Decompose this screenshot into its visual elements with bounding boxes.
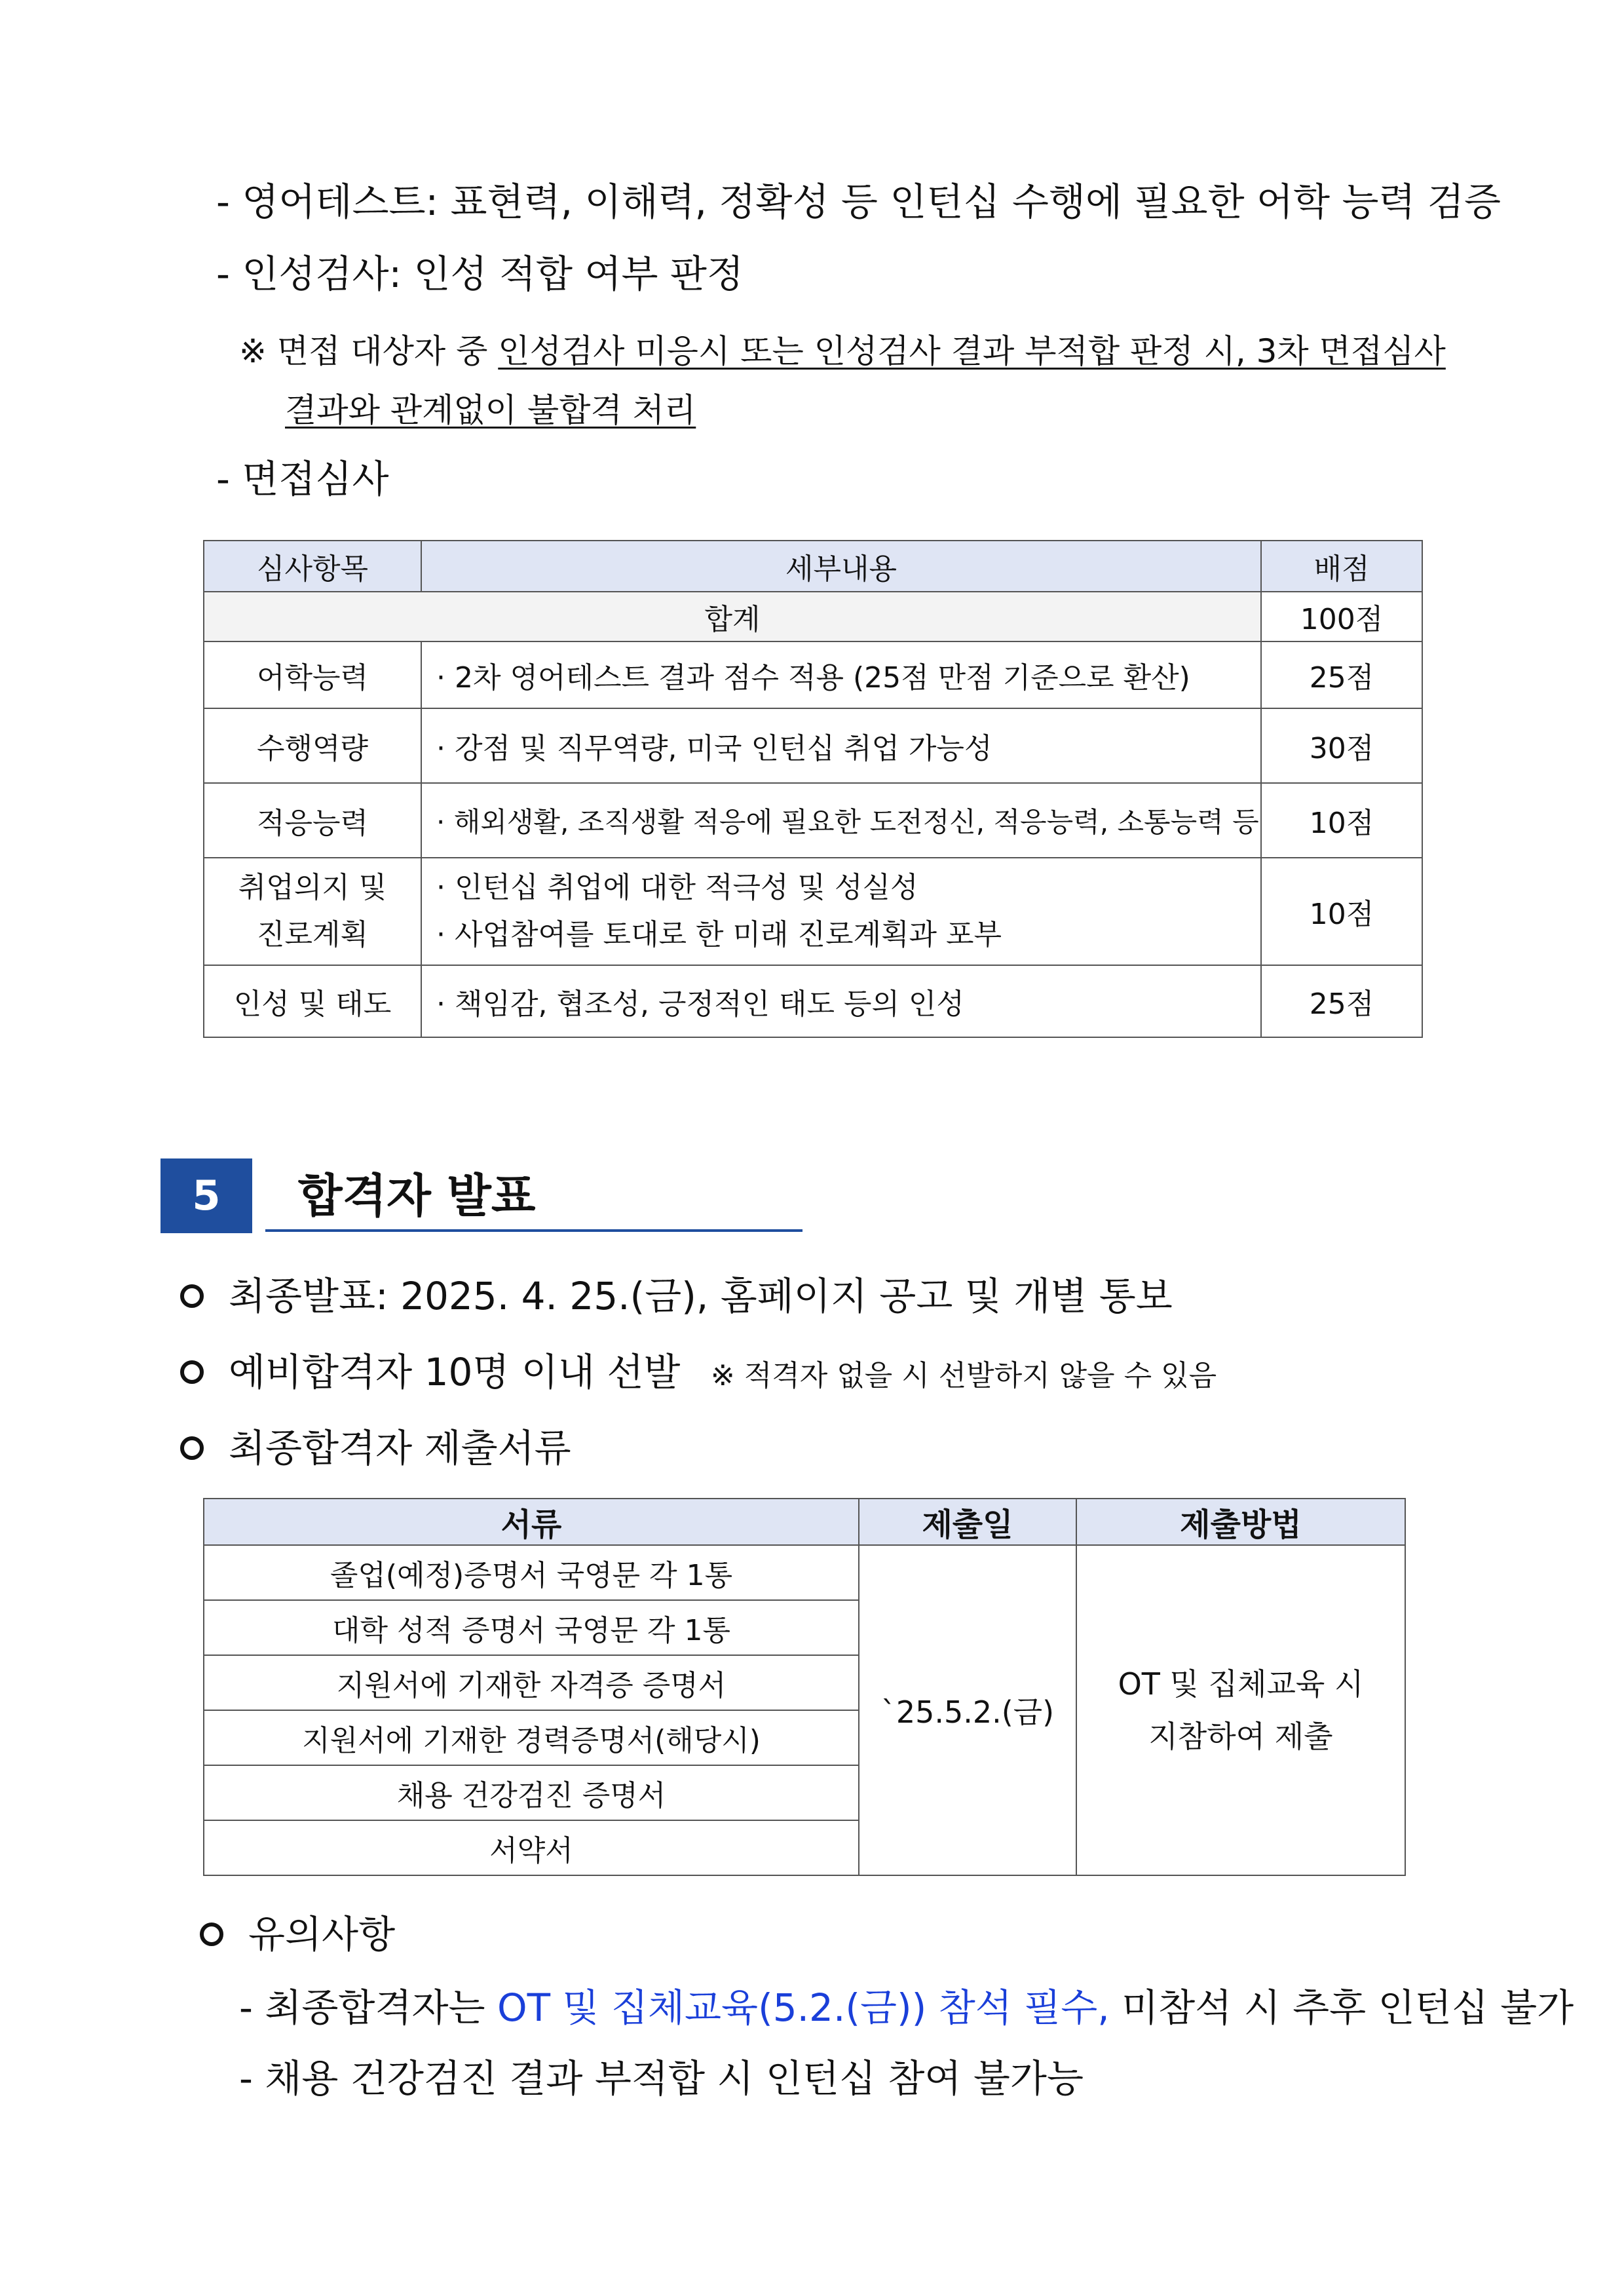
circle-bullet-icon: [180, 1360, 204, 1384]
note-underlined-2: 결과와 관계없이 불합격 처리: [285, 391, 696, 429]
row-item-line2: 진로계획: [256, 918, 368, 951]
total-score: 100점: [1261, 592, 1422, 641]
section-number-badge: 5: [161, 1158, 252, 1233]
required-documents-text: 최종합격자 제출서류: [229, 1426, 571, 1470]
notes-line-1-highlight: OT 및 집체교육(5.2.(금)) 참석 필수,: [497, 1985, 1110, 2030]
row-detail: · 해외생활, 조직생활 적응에 필요한 도전정신, 적응능력, 소통능력 등: [421, 783, 1261, 858]
row-detail: · 강점 및 직무역량, 미국 인턴십 취업 가능성: [421, 708, 1261, 783]
section-title: 합격자 발표: [298, 1169, 536, 1223]
table-row: [204, 708, 1422, 783]
table-row: [204, 1545, 1405, 1600]
reserve-note: ※ 적격자 없을 시 선발하지 않을 수 있음: [710, 1359, 1217, 1392]
notes-title: 유의사항: [248, 1912, 396, 1957]
note-underlined-1: 인성검사 미응시 또는 인성검사 결과 부적합 판정 시, 3차 면접심사: [498, 332, 1446, 370]
row-detail-line2: · 사업참여를 토대로 한 미래 진로계획과 포부: [436, 918, 1002, 951]
final-announcement-item: [180, 1272, 1173, 1320]
reserve-selection-item: [180, 1349, 1217, 1400]
interview-heading: - 면접심사: [216, 457, 389, 501]
section-title-underline: [265, 1229, 803, 1232]
document-name: 졸업(예정)증명서 국영문 각 1통: [204, 1545, 859, 1600]
row-item: 어학능력: [204, 641, 421, 708]
required-documents-item: [180, 1425, 571, 1472]
disqualification-note: [239, 328, 1446, 375]
row-score: 25점: [1261, 641, 1422, 708]
document-name: 대학 성적 증명서 국영문 각 1통: [204, 1600, 859, 1655]
submit-method-line1: OT 및 집체교육 시: [1118, 1666, 1364, 1702]
row-item: [204, 858, 421, 965]
header-submit-date: 제출일: [859, 1499, 1076, 1545]
row-detail: · 2차 영어테스트 결과 점수 적용 (25점 만점 기준으로 환산): [421, 641, 1261, 708]
document-name: 채용 건강검진 증명서: [204, 1765, 859, 1820]
row-score: 25점: [1261, 965, 1422, 1037]
note-prefix: ※ 면접 대상자 중: [239, 332, 499, 370]
notes-line-1: [239, 1984, 1574, 2031]
interview-score-table: [203, 540, 1423, 1038]
notes-heading: [200, 1911, 395, 1958]
header-submit-method: 제출방법: [1076, 1499, 1405, 1545]
table-row: [204, 965, 1422, 1037]
row-score: 10점: [1261, 858, 1422, 965]
personality-test-line: - 인성검사: 인성 적합 여부 판정: [216, 252, 744, 296]
submit-method-line2: 지참하여 제출: [1148, 1719, 1333, 1754]
document-name: 서약서: [204, 1820, 859, 1875]
table-header-row: [204, 1499, 1405, 1545]
final-announcement-text: 최종발표: 2025. 4. 25.(금), 홈페이지 공고 및 개별 통보: [229, 1274, 1173, 1318]
row-score: 30점: [1261, 708, 1422, 783]
disqualification-note-cont: [285, 387, 696, 434]
header-score: 배점: [1261, 541, 1422, 592]
reserve-selection-text: 예비합격자 10명 이내 선발: [229, 1350, 681, 1394]
table-row: [204, 641, 1422, 708]
row-item: 수행역량: [204, 708, 421, 783]
table-header-row: [204, 541, 1422, 592]
documents-table: [203, 1498, 1406, 1876]
circle-bullet-icon: [180, 1436, 204, 1460]
row-item: 인성 및 태도: [204, 965, 421, 1037]
table-row: [204, 858, 1422, 965]
total-row: [204, 592, 1422, 641]
table-row: [204, 783, 1422, 858]
submit-date: `25.5.2.(금): [859, 1545, 1076, 1875]
header-detail: 세부내용: [421, 541, 1261, 592]
header-item: 심사항목: [204, 541, 421, 592]
document-name: 지원서에 기재한 경력증명서(해당시): [204, 1710, 859, 1765]
row-detail: · 책임감, 협조성, 긍정적인 태도 등의 인성: [421, 965, 1261, 1037]
notes-line-1-suffix: 미참석 시 추후 인턴십 불가: [1109, 1985, 1574, 2030]
header-document: 서류: [204, 1499, 859, 1545]
row-score: 10점: [1261, 783, 1422, 858]
document-name: 지원서에 기재한 자격증 증명서: [204, 1655, 859, 1710]
english-test-line: - 영어테스트: 표현력, 이해력, 정확성 등 인턴십 수행에 필요한 어학 능력 검증: [216, 180, 1501, 224]
total-label: 합계: [204, 592, 1261, 641]
notes-line-2: - 채용 건강검진 결과 부적합 시 인턴십 참여 불가능: [239, 2056, 1084, 2101]
submit-method: [1076, 1545, 1405, 1875]
row-detail-line1: · 인턴십 취업에 대한 적극성 및 성실성: [436, 871, 918, 904]
row-item-line1: 취업의지 및: [238, 871, 387, 904]
row-detail: [421, 858, 1261, 965]
circle-bullet-icon: [180, 1284, 204, 1308]
notes-line-1-prefix: - 최종합격자는: [239, 1985, 497, 2030]
row-item: 적응능력: [204, 783, 421, 858]
circle-bullet-icon: [200, 1923, 223, 1946]
